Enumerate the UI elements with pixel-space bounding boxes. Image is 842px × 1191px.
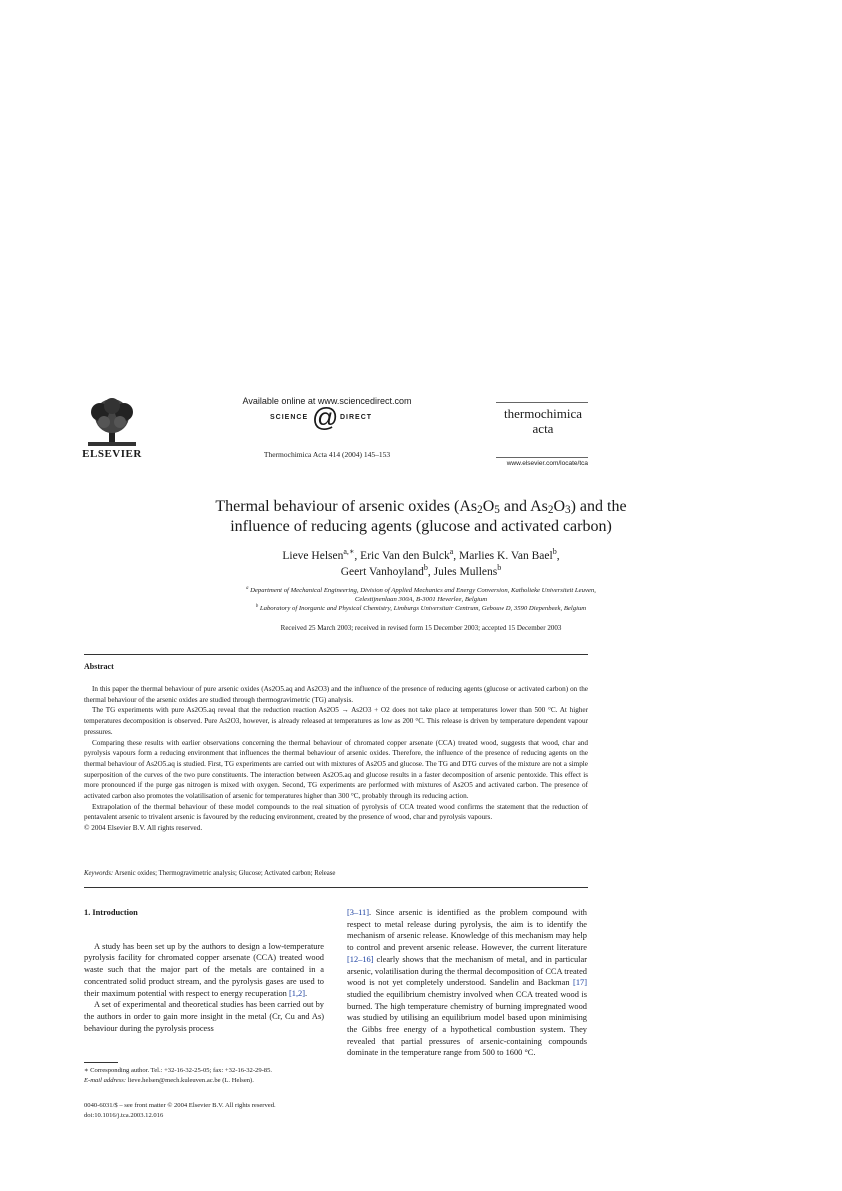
sciencedirect-at-icon: @: [312, 402, 339, 432]
corresponding-author-footnote: [84, 1066, 324, 1085]
body-text: . Since arsenic is identified as the problem compound with respect to metal release during pyrolysis, the aim is to identify the mechanism of arsenic release. Knowledge of this mechanism may help to control and prevent arsenic release. However, the current literature: [347, 908, 587, 953]
body-text: A study has been set up by the authors to design a low-temperature pyrolysis facility for chromated copper arsenate (CCA) treated wood waste such that the major part of the metals are contained in a concentrated solid product stream, and the pyrolysis gases are used to their maximum potential with respect to energy recuperation: [84, 941, 324, 998]
affiliation-a-line2: Celestijnenlaan 300A, B-3001 Heverlee, Belgium: [354, 595, 488, 603]
abstract-paragraph: Extrapolation of the thermal behaviour of these model compounds to the real situation of pyrolysis of CCA treated wood confirms the statement that the reduction of pentavalent arsenic to trivalent arsenic is favoured by the reducing environment, created by the presence of wood, char and pyrolysis vapours.: [84, 802, 588, 822]
title-text: O: [482, 498, 495, 515]
keywords-label: Keywords:: [84, 870, 114, 877]
abstract-paragraph: The TG experiments with pure As2O5.aq reveal that the reduction reaction As2O5 → As2O3 + O2 does not take place at temperatures lower than 500 °C. At higher temperatures decomposition is observed. Pure As2O3, however, is already released at temperatures as low as 200 °C. This release is driven by temperature dependent vapour pressures.: [84, 706, 588, 736]
journal-title: [496, 406, 590, 436]
citation-link[interactable]: [3–11]: [347, 908, 370, 917]
abstract-bottom-rule: [84, 887, 588, 888]
journal-url-link[interactable]: www.elsevier.com/locate/tca: [506, 460, 588, 467]
doi-link[interactable]: doi:10.1016/j.tca.2003.12.016: [84, 1111, 164, 1119]
author-name[interactable]: Marlies K. Van Bael: [459, 550, 553, 562]
title-text: O: [553, 498, 565, 515]
keywords: [84, 870, 588, 877]
title-text: ) and the: [570, 498, 627, 515]
publisher-name: ELSEVIER: [82, 448, 142, 460]
body-paragraph: A set of experimental and theoretical studies has been carried out by the authors in order to gain more insight in the metal (Cr, Cu and As) behaviour during the pyrolysis process: [84, 1000, 324, 1033]
issn-line: 0040-6031/$ – see front matter © 2004 Elsevier B.V. All rights reserved.: [84, 1102, 276, 1109]
abstract-paragraph: In this paper the thermal behaviour of pure arsenic oxides (As2O5.aq and As2O3) and the influence of the presence of reducing agents (glucose or activated carbon) on the thermal behaviour of the arsenic oxides are studied through thermogravimetric (TG) analysis.: [84, 685, 588, 704]
author-list: Lieve Helsen$^{a,∗}$, Eric Van den Bulck$^a$, Marlies K. Van Bael$^b$, Geert Vanhoyland$^b$, Jules Mullens$^b$: [282, 547, 560, 578]
email-label: E-mail address:: [84, 1076, 127, 1084]
title-sub: 5: [494, 504, 500, 516]
affil-mark: a: [246, 585, 249, 591]
author-affil-mark[interactable]: a,∗: [343, 547, 355, 557]
available-online-text[interactable]: Available online at www.sciencedirect.com: [242, 396, 412, 406]
title-line2: influence of reducing agents (glucose and activated carbon): [230, 518, 612, 535]
abstract-heading: Abstract: [84, 662, 114, 671]
affiliation-a-line1: Department of Mechanical Engineering, Division of Applied Mechanics and Energy Conversion, Katholieke Universiteit Leuven,: [250, 587, 596, 594]
journal-rule-bottom: [496, 457, 588, 458]
section-heading: 1. Introduction: [84, 908, 138, 917]
title-line1: [90, 497, 752, 517]
author-affil-mark[interactable]: b: [497, 563, 502, 573]
abstract-top-rule: [84, 654, 588, 655]
abstract-body: [84, 684, 588, 834]
journal-title-line1: thermochimica: [504, 406, 582, 421]
title-sub: 2: [547, 504, 554, 516]
column-right: [347, 907, 587, 1059]
title-sub: 2: [477, 504, 483, 516]
author-name[interactable]: Lieve Helsen: [282, 550, 344, 562]
keywords-text: Arsenic oxides; Thermogravimetric analysis; Glucose; Activated carbon; Release: [113, 870, 336, 877]
column-left: [84, 907, 324, 1034]
citation-link[interactable]: [1,2]: [288, 988, 306, 998]
sciencedirect-logo-left: SCIENCE: [270, 414, 309, 421]
author-name[interactable]: Jules Mullens: [433, 566, 498, 578]
title-sub: 3: [565, 504, 571, 516]
affiliation-b: Laboratory of Inorganic and Physical Chemistry, Limburgs Universitair Centrum, Gebouw D, 3590 Diepenbeek, Belgium: [259, 604, 587, 612]
citation-link[interactable]: [12–16]: [347, 954, 374, 964]
body-paragraph: [84, 941, 324, 1000]
author-name[interactable]: Geert Vanhoyland: [340, 566, 424, 578]
copyright-line: © 2004 Elsevier B.V. All rights reserved.: [84, 824, 203, 833]
body-text: .: [305, 988, 308, 998]
body-paragraph: [347, 907, 587, 1059]
sciencedirect-logo-right: DIRECT: [340, 414, 373, 421]
footnote-rule: [84, 1062, 118, 1063]
title-text: and As: [499, 498, 548, 515]
journal-title-line2: acta: [532, 421, 554, 436]
page-footer: [84, 1101, 384, 1120]
author-affil-mark[interactable]: a: [449, 547, 454, 557]
author-affil-mark[interactable]: b: [552, 547, 557, 557]
title-text: Thermal behaviour of arsenic oxides (As: [215, 498, 478, 515]
affiliations: [100, 587, 742, 613]
citation-link[interactable]: [17]: [573, 978, 587, 988]
footnote-contact: ∗ Corresponding author. Tel.: +32-16-32-25-05; fax: +32-16-32-29-85.: [84, 1067, 273, 1074]
affil-mark: b: [255, 603, 259, 609]
abstract-paragraph: Comparing these results with earlier observations concerning the thermal behaviour of chromated copper arsenate (CCA) treated wood, suggests that wood, char and pyrolysis vapours form a reducing environment that influences the thermal behaviour of arsenic oxides. Therefore, the influence of the presence of reducing agents on the thermal behaviour of As2O5.aq is studied. First, TG experiments are carried out with mixtures of As2O5 and glucose. The TG and DTG curves of the mixture are not a simple superposition of the curves of the two pure constituents. The interaction between As2O5.aq and glucose results in a faster decomposition of arsenic pentoxide. This effect is more pronounced if the purge gas nitrogen is mixed with oxygen. Second, TG experiments are performed with mixtures of As2O5 and activated carbon. The presence of activated carbon also promotes the volatilisation of arsenic for temperatures higher than 300 °C, probably through its reducing action.: [84, 738, 588, 801]
body-text: clearly shows that the mechanism of metal, and in particular arsenic, volatilisation during the thermal decomposition of CCA treated wood is not yet completely understood. Sandelin and Backman: [347, 954, 587, 988]
journal-citation: Thermochimica Acta 414 (2004) 145–153: [263, 450, 391, 459]
elsevier-tree-logo: [84, 398, 140, 448]
paper-title: [90, 497, 752, 537]
received-dates: Received 25 March 2003; received in revised form 15 December 2003; accepted 15 December 2003: [280, 624, 562, 632]
author-name[interactable]: Eric Van den Bulck: [360, 550, 450, 562]
email-link[interactable]: lieve.helsen@mech.kuleuven.ac.be (L. Helsen).: [126, 1076, 254, 1084]
body-text: studied the equilibrium chemistry involved when CCA treated wood is burned. The high temperature chemistry of burning impregnated wood was studied by utilising an equilibrium model based upon minimising the Gibbs free energy of a hypothetical combustion system. They revealed that partial pressures of arsenic-containing compounds dominate in the temperature range from 500 to 1600 °C.: [347, 989, 587, 1058]
author-affil-mark[interactable]: b: [423, 563, 428, 573]
journal-rule-top: [496, 402, 588, 403]
